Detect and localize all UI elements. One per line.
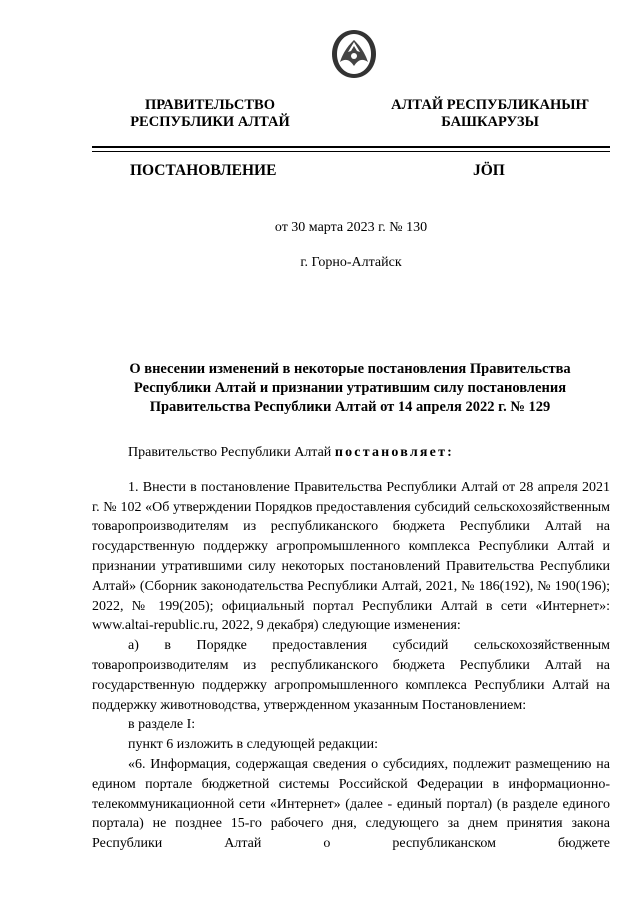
issuer-name-altai-line2: БАШКАРУЗЫ [441,114,539,130]
paragraph-1: 1. Внести в постановление Правительства Республики Алтай от 28 апреля 2021 г. № 102 «Об утверждении Порядков предоставления субсидий сельскохозяйственным товаропроизводителям из республиканского бюджета Республики Алтай на государственную поддержку агропромышленного комплекса Республики Алтай и признании утратившими силу некоторых постановлений Правительства Республики Алтай» (Сборник законодательства Республики Алтай, 2021, № 186(192), № 190(196); 2022, № 199(205); официальный портал Республики Алтай в сети «Интернет»: www.altai-republic.ru, 2022, 9 декабря) следующие изменения: [92,479,610,634]
doc-type-altai: JÖП [473,162,505,179]
issuer-name-russian-line2: РЕСПУБЛИКИ АЛТАЙ [130,114,290,130]
document-body [92,443,610,854]
document-city: г. Горно-Алтайск [300,255,402,270]
doc-type-russian: ПОСТАНОВЛЕНИЕ [130,162,277,179]
issuer-name-russian-line1: ПРАВИТЕЛЬСТВО [145,97,275,113]
document-title-line1: О внесении изменений в некоторые постановления Правительства [129,361,571,377]
paragraph-item-ref: пункт 6 изложить в следующей редакции: [128,737,378,753]
coat-of-arms-icon [330,28,378,80]
paragraph-section-ref: в разделе I: [128,717,196,733]
document-date-number: от 30 марта 2023 г. № 130 [274,220,428,235]
issuer-name-altai-line1: АЛТАЙ РЕСПУБЛИКАНЫҤ [391,97,589,113]
enacting-clause [92,443,610,463]
document-title-line3: Правительства Республики Алтай от 14 апреля 2022 г. № 129 [149,399,551,415]
document-title-line2: Республики Алтай и признании утратившим силу постановления [133,380,567,396]
enacting-subject: Правительство Республики Алтай [128,445,335,460]
header-divider-thick [92,146,610,148]
header-divider-thin [92,151,610,152]
paragraph-1a: а) в Порядке предоставления субсидий сельскохозяйственным товаропроизводителям из республиканского бюджета Республики Алтай на государственную поддержку агропромышленного комплекса Республики Алтай на поддержку животноводства, утвержденном указанным Постановлением: [92,638,610,713]
document-title [110,360,590,417]
enacting-verb: постановляет: [334,445,455,460]
paragraph-item-6: «6. Информация, содержащая сведения о субсидиях, подлежит размещению на едином портале бюджетной системы Российской Федерации в информационно-телекоммуникационной сети «Интернет» (далее - единый портал) (в разделе единого портала) не позднее 15-го рабочего дня, следующего за днем принятия закона Республики Алтай о республиканском бюджете [92,756,610,852]
issuer-name-altai [390,97,590,131]
issuer-name-russian [120,97,300,131]
